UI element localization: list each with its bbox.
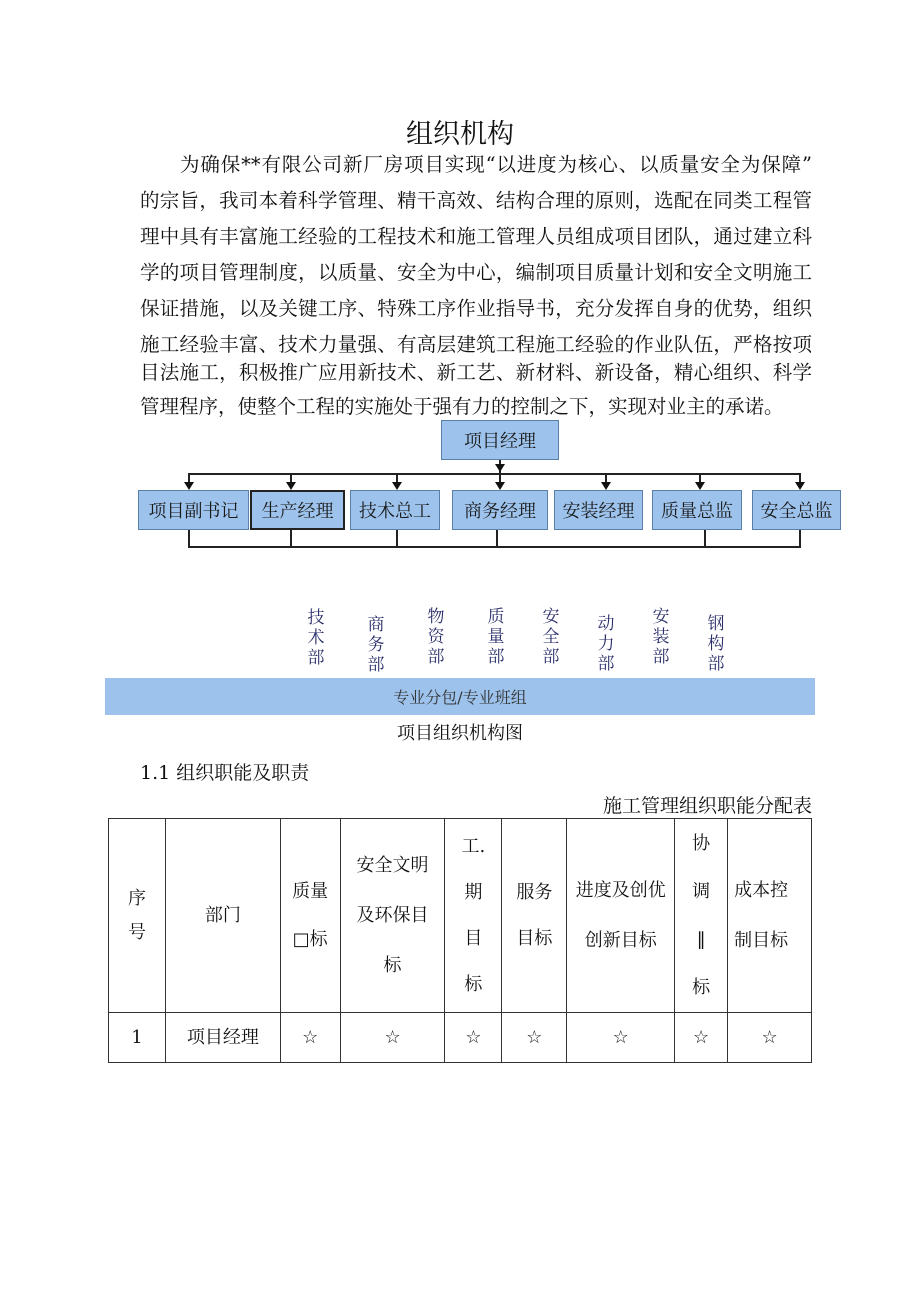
header-cell: 安全文明及环保目标 — [340, 819, 445, 1013]
dept-label: 商务部 — [367, 615, 385, 675]
org-box-manager: 生产经理 — [250, 490, 345, 530]
org-box-manager: 商务经理 — [452, 490, 548, 530]
paragraph-line: 保证措施，以及关键工序、特殊工序作业指导书，充分发挥自身的优势，组织 — [140, 297, 812, 320]
dept-label: 安装部 — [652, 607, 670, 667]
star-icon: ☆ — [445, 1013, 502, 1063]
chart-caption: 项目组织机构图 — [397, 723, 523, 744]
header-cell: 部门 — [165, 819, 280, 1013]
org-box-manager: 项目副书记 — [138, 490, 249, 530]
header-cell: 质量□标 — [280, 819, 340, 1013]
connector — [396, 530, 398, 547]
connector — [188, 530, 190, 547]
dept-label: 技术部 — [307, 608, 325, 668]
paragraph-line: 管理程序，使整个工程的实施处于强有力的控制之下，实现对业主的承诺。 — [140, 395, 784, 418]
arrow-down-icon — [695, 482, 705, 490]
cell-dept: 项目经理 — [165, 1013, 280, 1063]
arrow-down-icon — [495, 464, 505, 472]
org-box-top: 项目经理 — [441, 420, 559, 460]
table-row — [109, 1013, 812, 1063]
star-icon: ☆ — [340, 1013, 445, 1063]
table-header-row — [109, 819, 812, 1013]
star-icon: ☆ — [675, 1013, 728, 1063]
header-cell: 成本控制目标 — [728, 819, 812, 1013]
arrow-down-icon — [286, 482, 296, 490]
connector — [188, 473, 801, 475]
connector — [799, 530, 801, 547]
paragraph-line: 理中具有丰富施工经验的工程技术和施工管理人员组成项目团队，通过建立科 — [140, 225, 812, 248]
arrow-down-icon — [392, 482, 402, 490]
arrow-down-icon — [795, 482, 805, 490]
arrow-down-icon — [495, 482, 505, 490]
paragraph-line: 学的项目管理制度，以质量、安全为中心，编制项目质量计划和安全文明施工 — [140, 261, 812, 284]
section-heading: 1.1 组织职能及职责 — [140, 762, 310, 784]
dept-label: 动力部 — [597, 614, 615, 674]
star-icon: ☆ — [567, 1013, 675, 1063]
paragraph-line: 目法施工，积极推广应用新技术、新工艺、新材料、新设备，精心组织、科学 — [140, 361, 812, 384]
star-icon: ☆ — [728, 1013, 812, 1063]
dept-label: 安全部 — [542, 607, 560, 667]
org-box-manager: 安装经理 — [554, 490, 643, 530]
cell-index: 1 — [109, 1013, 166, 1063]
arrow-down-icon — [184, 482, 194, 490]
header-cell: 协调‖标 — [675, 819, 728, 1013]
star-icon: ☆ — [502, 1013, 567, 1063]
dept-label: 物资部 — [427, 607, 445, 667]
paragraph-line: 的宗旨，我司本着科学管理、精干高效、结构合理的原则，选配在同类工程管 — [140, 189, 812, 212]
function-table — [108, 818, 812, 1063]
page-title: 组织机构 — [406, 119, 514, 150]
header-cell: 序号 — [109, 819, 166, 1013]
dept-label: 质量部 — [487, 607, 505, 667]
header-cell: 工.期目标 — [445, 819, 502, 1013]
paragraph-line: 为确保**有限公司新厂房项目实现“以进度为核心、以质量安全为保障” — [180, 153, 812, 176]
dept-label: 钢构部 — [707, 614, 725, 674]
connector — [496, 530, 498, 547]
header-cell: 服务目标 — [502, 819, 567, 1013]
table-caption: 施工管理组织职能分配表 — [602, 795, 812, 817]
paragraph-line: 施工经验丰富、技术力量强、有高层建筑工程施工经验的作业队伍，严格按项 — [140, 333, 812, 356]
connector — [188, 546, 801, 548]
org-box-manager: 质量总监 — [652, 490, 742, 530]
connector — [704, 530, 706, 547]
header-cell: 进度及创优创新目标 — [567, 819, 675, 1013]
star-icon: ☆ — [280, 1013, 340, 1063]
org-box-manager: 安全总监 — [752, 490, 841, 530]
connector — [290, 530, 292, 547]
org-box-manager: 技术总工 — [350, 490, 440, 530]
arrow-down-icon — [601, 482, 611, 490]
org-bottom-bar: 专业分包/专业班组 — [105, 678, 815, 715]
